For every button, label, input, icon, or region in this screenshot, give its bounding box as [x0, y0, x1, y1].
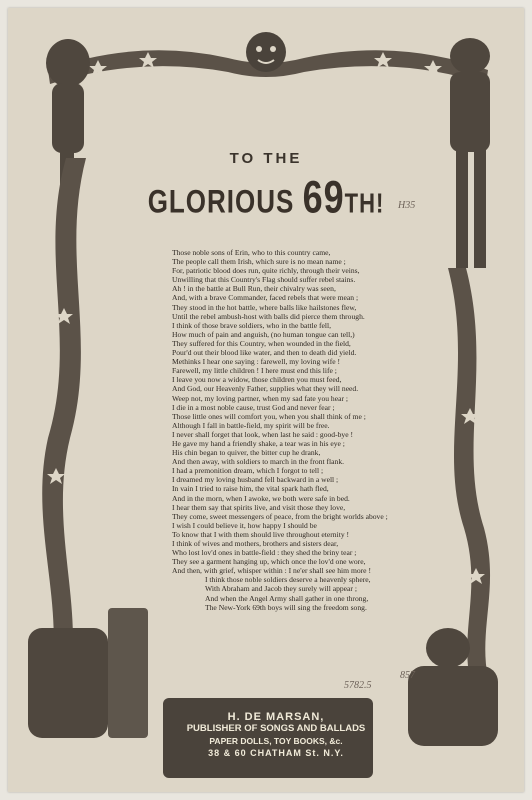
- lyric-line: Ah ! in the battle at Bull Run, their chivalry was seen,: [172, 284, 336, 294]
- stanza: [172, 321, 472, 357]
- title-suffix: TH!: [344, 187, 385, 219]
- lyric-line: And then, with grief, whisper within : I ne'er shall see him more !: [172, 566, 371, 576]
- lyric-line: In vain I tried to raise him, the vital spark hath fled,: [172, 484, 329, 494]
- publisher-imprint: [178, 711, 374, 771]
- lyric-line: They come, sweet messengers of peace, from the bright worlds above ;: [172, 511, 388, 521]
- stanza: [172, 430, 472, 466]
- lyric-line: And then away, with soldiers to march in the front flank.: [172, 457, 345, 467]
- pencil-number: 857: [400, 670, 415, 681]
- lyric-line: They suffered for this Country, when wounded in the field,: [172, 338, 351, 348]
- lyric-line: I dreamed my loving husband fell backward in a well ;: [172, 475, 339, 485]
- pencil-catalog-number: 5782.5: [344, 680, 372, 691]
- stanza: [172, 466, 472, 502]
- mask-face: [246, 32, 286, 72]
- lyric-line: I hear them say that spirits live, and visit those they love,: [172, 502, 346, 512]
- lyric-line: They stood in the hot battle, where balls like hailstones flew,: [172, 302, 357, 312]
- lyric-line: Weep not, my loving partner, when my sad fate you hear ;: [172, 393, 349, 403]
- lyric-line: I had a premonition dream, which I forgot to tell ;: [172, 466, 324, 476]
- lyric-line: Pour'd out their blood like water, and then to death did yield.: [172, 348, 357, 358]
- lyric-line: I leave you now a widow, those children you must feed,: [172, 375, 342, 385]
- stanza: [172, 539, 472, 575]
- publisher-name: H. DE MARSAN,: [227, 711, 325, 723]
- title-word: GLORIOUS: [147, 182, 303, 220]
- publisher-products: PAPER DOLLS, TOY BOOKS, &c.: [209, 736, 343, 746]
- lyric-line: His chin began to quiver, the bitter cup he drank,: [172, 448, 321, 458]
- lyric-line: Those little ones will comfort you, when you shall think of me ;: [172, 411, 366, 421]
- pencil-mark-top: H35: [398, 200, 416, 211]
- lyric-line: And God, our Heavenly Father, supplies what they will need.: [172, 384, 359, 394]
- publisher-address: 38 & 60 CHATHAM St. N.Y.: [208, 748, 344, 758]
- stanza: [172, 575, 472, 611]
- lyric-line: How much of pain and anguish, (no human tongue can tell,): [172, 329, 355, 339]
- lyric-line: I wish I could believe it, how happy I should be: [172, 520, 317, 530]
- left-border-vine: [42, 158, 86, 688]
- stanza: [172, 357, 472, 393]
- stanza: [172, 394, 472, 430]
- lyric-line: Methinks I hear one saying : farewell, my loving wife !: [172, 357, 341, 367]
- stanza: [172, 248, 472, 284]
- lyric-line: I think those noble soldiers deserve a heavenly sphere,: [205, 575, 371, 585]
- stanza: [172, 284, 472, 320]
- lyric-line: Who lost lov'd ones in battle-field : they shed the briny tear ;: [172, 548, 357, 558]
- lyric-line: And, with a brave Commander, faced rebels that were mean ;: [172, 293, 359, 303]
- lyric-line: Until the rebel ambush-host with balls did pierce them through.: [172, 311, 365, 321]
- lyric-line: I die in a most noble cause, trust God and never fear ;: [172, 402, 335, 412]
- lyric-line: The people call them Irish, which sure is no mean name ;: [172, 257, 346, 267]
- song-sheet: [8, 8, 524, 792]
- lyric-line: And in the morn, when I awoke, we both were safe in bed.: [172, 493, 350, 503]
- song-lyrics: [172, 248, 472, 612]
- title-number: 69: [302, 171, 345, 223]
- lyric-line: Although I fall in battle-field, my spirit will be free.: [172, 420, 330, 430]
- publisher-description: PUBLISHER OF SONGS AND BALLADS: [186, 723, 366, 734]
- lyric-line: They see a garment hanging up, which once the lov'd one wore,: [172, 557, 366, 567]
- lyric-line: I think of those brave soldiers, who in the battle fell,: [172, 320, 332, 330]
- lyric-line: Those noble sons of Erin, who to this country came,: [172, 248, 331, 257]
- lyric-line: I think of wives and mothers, brothers and sisters dear,: [172, 539, 339, 548]
- header-to: TO THE: [229, 150, 303, 167]
- bottom-left-figure: [28, 608, 148, 738]
- song-title: [8, 171, 524, 224]
- lyric-line: He gave my hand a friendly shake, a tear was in his eye ;: [172, 438, 345, 448]
- stanza: [172, 503, 472, 539]
- lyric-line: To know that I with them should live throughout eternity !: [172, 529, 350, 539]
- lyric-line: I never shall forget that look, when last he said : good-bye !: [172, 429, 354, 439]
- lyric-line: Unwilling that this Country's Flag should suffer rebel stains.: [172, 275, 356, 285]
- lyric-line: Farewell, my little children ! I here must end this life ;: [172, 366, 337, 376]
- lyric-line: For, patriotic blood does run, quite richly, through their veins,: [172, 266, 360, 276]
- lyric-line: With Abraham and Jacob they surely will appear ;: [205, 584, 357, 594]
- lyric-line: The New-York 69th boys will sing the freedom song.: [205, 602, 367, 612]
- lyric-line: And when the Angel Army shall gather in one throng,: [205, 593, 369, 603]
